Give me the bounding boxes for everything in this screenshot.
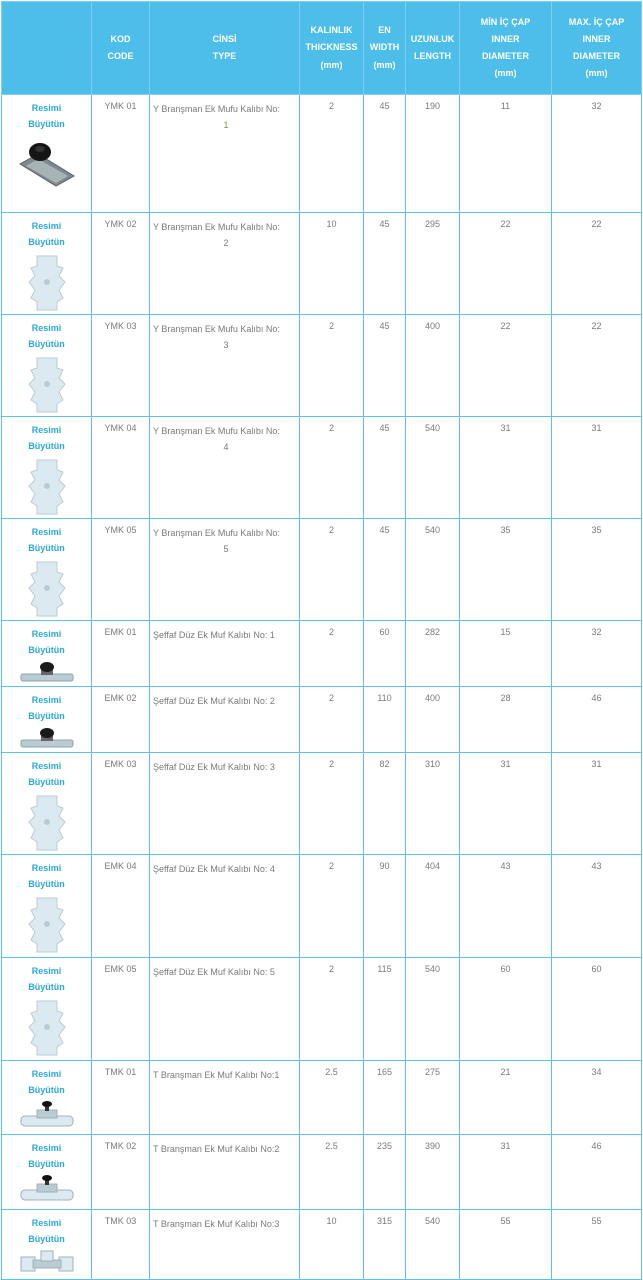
enlarge-link-resimi[interactable]: Resimi — [31, 323, 62, 333]
code-cell: YMK 04 — [92, 417, 150, 519]
type-cell — [150, 213, 300, 315]
header-width: EN WIDTH (mm) — [364, 2, 406, 95]
table-row — [2, 315, 642, 417]
width-cell: 45 — [364, 213, 406, 315]
type-text: Y Branşman Ek Mufu Kalıbı No: — [153, 104, 280, 114]
length-cell: 400 — [406, 687, 460, 753]
thickness-cell: 2 — [300, 753, 364, 855]
code-cell: EMK 05 — [92, 958, 150, 1061]
code-cell: TMK 02 — [92, 1135, 150, 1210]
header-code: KOD CODE — [92, 2, 150, 95]
type-cell — [150, 621, 300, 687]
enlarge-link-buyutun[interactable]: Büyütün — [28, 119, 65, 129]
width-cell: 90 — [364, 855, 406, 958]
mold-flat-knob-icon[interactable] — [2, 660, 91, 686]
mold-y-branch-icon[interactable] — [2, 252, 91, 314]
enlarge-link-buyutun[interactable]: Büyütün — [28, 879, 65, 889]
type-cell — [150, 417, 300, 519]
width-cell: 45 — [364, 417, 406, 519]
mold-t-branch-icon[interactable] — [2, 1174, 91, 1208]
width-cell: 115 — [364, 958, 406, 1061]
type-text: T Branşman Ek Muf Kalıbı No:1 — [153, 1070, 280, 1080]
table-row — [2, 1135, 642, 1210]
width-cell: 82 — [364, 753, 406, 855]
type-text: Şeffaf Düz Ek Muf Kalıbı No: 1 — [153, 630, 275, 640]
type-text: Şeffaf Düz Ek Muf Kalıbı No: 3 — [153, 762, 275, 772]
mold-dark-black-knob-icon[interactable] — [2, 134, 91, 194]
min-diameter-cell: 60 — [460, 958, 552, 1061]
max-diameter-cell: 31 — [552, 753, 642, 855]
enlarge-link-buyutun[interactable]: Büyütün — [28, 982, 65, 992]
mold-t-branch-block-icon[interactable] — [2, 1249, 91, 1279]
type-cell — [150, 1210, 300, 1280]
type-number: 3 — [223, 340, 229, 350]
enlarge-link-buyutun[interactable]: Büyütün — [28, 237, 65, 247]
width-cell: 45 — [364, 519, 406, 621]
code-cell: YMK 03 — [92, 315, 150, 417]
table-row — [2, 417, 642, 519]
table-row — [2, 95, 642, 213]
max-diameter-cell: 31 — [552, 417, 642, 519]
code-cell: YMK 01 — [92, 95, 150, 213]
image-cell — [2, 519, 92, 621]
min-diameter-cell: 21 — [460, 1061, 552, 1135]
length-cell: 295 — [406, 213, 460, 315]
enlarge-link-resimi[interactable]: Resimi — [31, 1218, 62, 1228]
enlarge-link-buyutun[interactable]: Büyütün — [28, 543, 65, 553]
width-cell: 235 — [364, 1135, 406, 1210]
code-cell: EMK 02 — [92, 687, 150, 753]
type-cell — [150, 315, 300, 417]
header-length: UZUNLUK LENGTH — [406, 2, 460, 95]
mold-y-branch-icon[interactable] — [2, 456, 91, 518]
table-row — [2, 213, 642, 315]
min-diameter-cell: 31 — [460, 753, 552, 855]
thickness-cell: 2 — [300, 315, 364, 417]
product-table — [1, 1, 642, 1280]
code-cell: TMK 03 — [92, 1210, 150, 1280]
image-cell — [2, 753, 92, 855]
width-cell: 45 — [364, 315, 406, 417]
length-cell: 404 — [406, 855, 460, 958]
type-text: T Branşman Ek Muf Kalıbı No:2 — [153, 1144, 280, 1154]
code-cell: EMK 03 — [92, 753, 150, 855]
min-diameter-cell: 11 — [460, 95, 552, 213]
enlarge-link-resimi[interactable]: Resimi — [31, 527, 62, 537]
table-row — [2, 687, 642, 753]
thickness-cell: 2 — [300, 417, 364, 519]
code-cell: YMK 02 — [92, 213, 150, 315]
enlarge-link-resimi[interactable]: Resimi — [31, 761, 62, 771]
enlarge-link-resimi[interactable]: Resimi — [31, 629, 62, 639]
enlarge-link-buyutun[interactable]: Büyütün — [28, 1159, 65, 1169]
thickness-cell: 2.5 — [300, 1061, 364, 1135]
table-row — [2, 958, 642, 1061]
enlarge-link-resimi[interactable]: Resimi — [31, 425, 62, 435]
width-cell: 315 — [364, 1210, 406, 1280]
max-diameter-cell: 34 — [552, 1061, 642, 1135]
image-cell — [2, 687, 92, 753]
thickness-cell: 2 — [300, 855, 364, 958]
code-cell: YMK 05 — [92, 519, 150, 621]
type-cell — [150, 687, 300, 753]
length-cell: 540 — [406, 519, 460, 621]
length-cell: 275 — [406, 1061, 460, 1135]
enlarge-link-buyutun[interactable]: Büyütün — [28, 441, 65, 451]
header-thickness: KALINLIK THICKNESS (mm) — [300, 2, 364, 95]
mold-straight-icon[interactable] — [2, 997, 91, 1059]
mold-y-branch-icon[interactable] — [2, 354, 91, 416]
type-cell — [150, 1135, 300, 1210]
max-diameter-cell: 43 — [552, 855, 642, 958]
min-diameter-cell: 55 — [460, 1210, 552, 1280]
image-cell — [2, 95, 92, 213]
table-row — [2, 753, 642, 855]
type-cell — [150, 1061, 300, 1135]
max-diameter-cell: 32 — [552, 621, 642, 687]
length-cell: 400 — [406, 315, 460, 417]
type-cell — [150, 95, 300, 213]
type-cell — [150, 753, 300, 855]
mold-t-branch-icon[interactable] — [2, 1100, 91, 1134]
enlarge-link-buyutun[interactable]: Büyütün — [28, 339, 65, 349]
max-diameter-cell: 35 — [552, 519, 642, 621]
table-header-row — [2, 2, 642, 95]
enlarge-link-buyutun[interactable]: Büyütün — [28, 1085, 65, 1095]
type-number: 1 — [223, 120, 229, 130]
max-diameter-cell: 55 — [552, 1210, 642, 1280]
image-cell — [2, 958, 92, 1061]
max-diameter-cell: 46 — [552, 1135, 642, 1210]
length-cell: 390 — [406, 1135, 460, 1210]
enlarge-link-resimi[interactable]: Resimi — [31, 103, 62, 113]
mold-straight-icon[interactable] — [2, 792, 91, 854]
type-cell — [150, 519, 300, 621]
code-cell: EMK 01 — [92, 621, 150, 687]
max-diameter-cell: 60 — [552, 958, 642, 1061]
image-cell — [2, 417, 92, 519]
type-text: Y Branşman Ek Mufu Kalıbı No: — [153, 324, 280, 334]
header-min-diameter: MİN İÇ ÇAP INNER DIAMETER (mm) — [460, 2, 552, 95]
image-cell — [2, 1061, 92, 1135]
width-cell: 165 — [364, 1061, 406, 1135]
enlarge-link-buyutun[interactable]: Büyütün — [28, 777, 65, 787]
thickness-cell: 2 — [300, 95, 364, 213]
mold-straight-icon[interactable] — [2, 894, 91, 956]
type-number: 5 — [223, 544, 229, 554]
min-diameter-cell: 43 — [460, 855, 552, 958]
max-diameter-cell: 22 — [552, 315, 642, 417]
min-diameter-cell: 22 — [460, 315, 552, 417]
header-type: CİNSİ TYPE — [150, 2, 300, 95]
enlarge-link-buyutun[interactable]: Büyütün — [28, 711, 65, 721]
enlarge-link-resimi[interactable]: Resimi — [31, 966, 62, 976]
code-cell: EMK 04 — [92, 855, 150, 958]
thickness-cell: 2 — [300, 687, 364, 753]
table-row — [2, 1210, 642, 1280]
enlarge-link-resimi[interactable]: Resimi — [31, 863, 62, 873]
width-cell: 110 — [364, 687, 406, 753]
enlarge-link-buyutun[interactable]: Büyütün — [28, 645, 65, 655]
min-diameter-cell: 35 — [460, 519, 552, 621]
thickness-cell: 10 — [300, 213, 364, 315]
image-cell — [2, 621, 92, 687]
mold-flat-knob-icon[interactable] — [2, 726, 91, 752]
type-text: Y Branşman Ek Mufu Kalıbı No: — [153, 426, 280, 436]
length-cell: 540 — [406, 417, 460, 519]
type-text: T Branşman Ek Muf Kalıbı No:3 — [153, 1219, 280, 1229]
width-cell: 45 — [364, 95, 406, 213]
type-number: 2 — [223, 238, 229, 248]
length-cell: 190 — [406, 95, 460, 213]
length-cell: 282 — [406, 621, 460, 687]
min-diameter-cell: 28 — [460, 687, 552, 753]
type-number: 4 — [223, 442, 229, 452]
table-row — [2, 621, 642, 687]
type-cell — [150, 855, 300, 958]
type-text: Y Branşman Ek Mufu Kalıbı No: — [153, 222, 280, 232]
image-cell — [2, 855, 92, 958]
min-diameter-cell: 22 — [460, 213, 552, 315]
type-text: Şeffaf Düz Ek Muf Kalıbı No: 4 — [153, 864, 275, 874]
min-diameter-cell: 15 — [460, 621, 552, 687]
thickness-cell: 2.5 — [300, 1135, 364, 1210]
header-max-diameter: MAX. İÇ ÇAP INNER DIAMETER (mm) — [552, 2, 642, 95]
table-row — [2, 519, 642, 621]
type-text: Şeffaf Düz Ek Muf Kalıbı No: 5 — [153, 967, 275, 977]
length-cell: 310 — [406, 753, 460, 855]
thickness-cell: 2 — [300, 958, 364, 1061]
thickness-cell: 10 — [300, 1210, 364, 1280]
min-diameter-cell: 31 — [460, 1135, 552, 1210]
image-cell — [2, 213, 92, 315]
thickness-cell: 2 — [300, 519, 364, 621]
image-cell — [2, 315, 92, 417]
enlarge-link-resimi[interactable]: Resimi — [31, 221, 62, 231]
enlarge-link-resimi[interactable]: Resimi — [31, 1143, 62, 1153]
image-cell — [2, 1135, 92, 1210]
length-cell: 540 — [406, 1210, 460, 1280]
table-row — [2, 1061, 642, 1135]
max-diameter-cell: 22 — [552, 213, 642, 315]
type-text: Y Branşman Ek Mufu Kalıbı No: — [153, 528, 280, 538]
type-text: Şeffaf Düz Ek Muf Kalıbı No: 2 — [153, 696, 275, 706]
mold-y-branch-icon[interactable] — [2, 558, 91, 620]
max-diameter-cell: 46 — [552, 687, 642, 753]
image-cell — [2, 1210, 92, 1280]
table-row — [2, 855, 642, 958]
max-diameter-cell: 32 — [552, 95, 642, 213]
enlarge-link-buyutun[interactable]: Büyütün — [28, 1234, 65, 1244]
thickness-cell: 2 — [300, 621, 364, 687]
code-cell: TMK 01 — [92, 1061, 150, 1135]
width-cell: 60 — [364, 621, 406, 687]
length-cell: 540 — [406, 958, 460, 1061]
type-cell — [150, 958, 300, 1061]
min-diameter-cell: 31 — [460, 417, 552, 519]
enlarge-link-resimi[interactable]: Resimi — [31, 1069, 62, 1079]
enlarge-link-resimi[interactable]: Resimi — [31, 695, 62, 705]
header-image — [2, 2, 92, 95]
